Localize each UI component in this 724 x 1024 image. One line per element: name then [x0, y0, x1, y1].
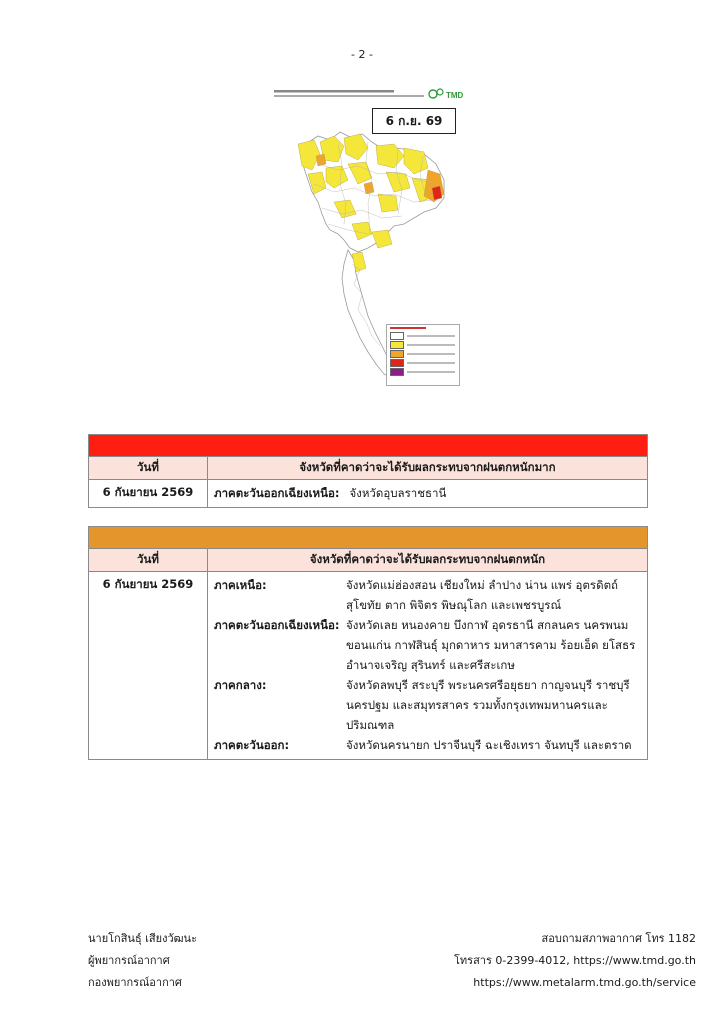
- map-header-line: [274, 95, 424, 97]
- region-name: ภาคกลาง:: [214, 678, 267, 692]
- legend-swatch: [390, 359, 404, 367]
- region-northeast: [214, 615, 641, 675]
- header-provinces: จังหวัดที่คาดว่าจะได้รับผลกระทบจากฝนตกหนัก: [309, 552, 546, 566]
- region-name: ภาคตะวันออก:: [214, 738, 290, 752]
- region-name: ภาคเหนือ:: [214, 578, 267, 592]
- forecaster-name: นายโกสินธุ์ เสียงวัฒนะ: [88, 932, 197, 945]
- row-date: 6 กันยายน 2569: [89, 572, 208, 759]
- legend-swatch: [390, 368, 404, 376]
- region-name: ภาคตะวันออกเฉียงเหนือ:: [214, 486, 340, 500]
- header-provinces: จังหวัดที่คาดว่าจะได้รับผลกระทบจากฝนตกหนักมาก: [299, 460, 556, 474]
- legend-row-extreme: [387, 367, 459, 376]
- map-header-line: [274, 90, 394, 93]
- tmd-logo-icon: [429, 89, 443, 98]
- region-north: [214, 575, 641, 615]
- region-central: [214, 675, 641, 735]
- map-date-label: 6 ก.ย. 69: [372, 108, 456, 134]
- legend-swatch: [390, 341, 404, 349]
- heavy-rain-table: [88, 526, 648, 760]
- region-northeast: [214, 483, 641, 503]
- header-date: วันที่: [89, 457, 208, 479]
- rain-zone-heavy: [316, 154, 326, 166]
- very-heavy-rain-table: [88, 434, 648, 508]
- legend-row-very-heavy: [387, 358, 459, 367]
- region-provinces: จังหวัดแม่ฮ่องสอน เชียงใหม่ ลำปาง น่าน แพร่ อุตรดิตถ์ สุโขทัย ตาก พิจิตร พิษณุโลก และเพชรบูรณ์: [346, 578, 619, 612]
- table-header: [89, 457, 647, 480]
- rain-zone-moderate: [372, 230, 392, 248]
- header-date: วันที่: [89, 549, 208, 571]
- row-date: 6 กันยายน 2569: [89, 480, 208, 507]
- legend-swatch: [390, 350, 404, 358]
- row-regions: [208, 480, 647, 507]
- rainfall-forecast-map: [268, 84, 468, 396]
- region-east: [214, 735, 641, 755]
- region-name: ภาคตะวันออกเฉียงเหนือ:: [214, 618, 340, 632]
- map-legend: [386, 324, 460, 386]
- row-regions: [208, 572, 647, 759]
- very-heavy-rain-band: [89, 435, 647, 457]
- rain-zone-very-heavy: [432, 186, 442, 200]
- contact-info: [454, 928, 696, 994]
- legend-row-heavy: [387, 349, 459, 358]
- rain-zone-heavy: [364, 182, 374, 194]
- legend-row-moderate: [387, 340, 459, 349]
- forecaster-signature: [88, 928, 197, 994]
- forecaster-division: กองพยากรณ์อากาศ: [88, 976, 182, 989]
- contact-phone: สอบถามสภาพอากาศ โทร 1182: [541, 932, 696, 945]
- contact-service-link[interactable]: https://www.metalarm.tmd.go.th/service: [473, 976, 696, 989]
- region-provinces: จังหวัดอุบลราชธานี: [349, 486, 447, 500]
- contact-fax-web[interactable]: โทรสาร 0-2399-4012, https://www.tmd.go.th: [454, 954, 696, 967]
- forecaster-title: ผู้พยากรณ์อากาศ: [88, 954, 170, 967]
- table-header: [89, 549, 647, 572]
- legend-swatch: [390, 332, 404, 340]
- region-provinces: จังหวัดเลย หนองคาย บึงกาฬ อุดรธานี สกลนคร นครพนม ขอนแก่น กาฬสินธุ์ มุกดาหาร มหาสารคาม ร้อยเอ็ด ยโสธร อำนาจเจริญ สุรินทร์ และศรีสะเกษ: [346, 618, 636, 672]
- legend-row-none: [387, 331, 459, 340]
- region-provinces: จังหวัดลพบุรี สระบุรี พระนครศรีอยุธยา กาญจนบุรี ราชบุรี นครปฐม และสมุทรสาคร รวมทั้งกรุงเทพมหานครและปริมณฑล: [346, 678, 630, 732]
- page-number: - 2 -: [351, 48, 373, 61]
- table-row: [89, 480, 647, 507]
- tmd-logo-text: TMD: [446, 91, 464, 100]
- heavy-rain-band: [89, 527, 647, 549]
- region-provinces: จังหวัดนครนายก ปราจีนบุรี ฉะเชิงเทรา จันทบุรี และตราด: [346, 738, 632, 752]
- table-row: [89, 572, 647, 759]
